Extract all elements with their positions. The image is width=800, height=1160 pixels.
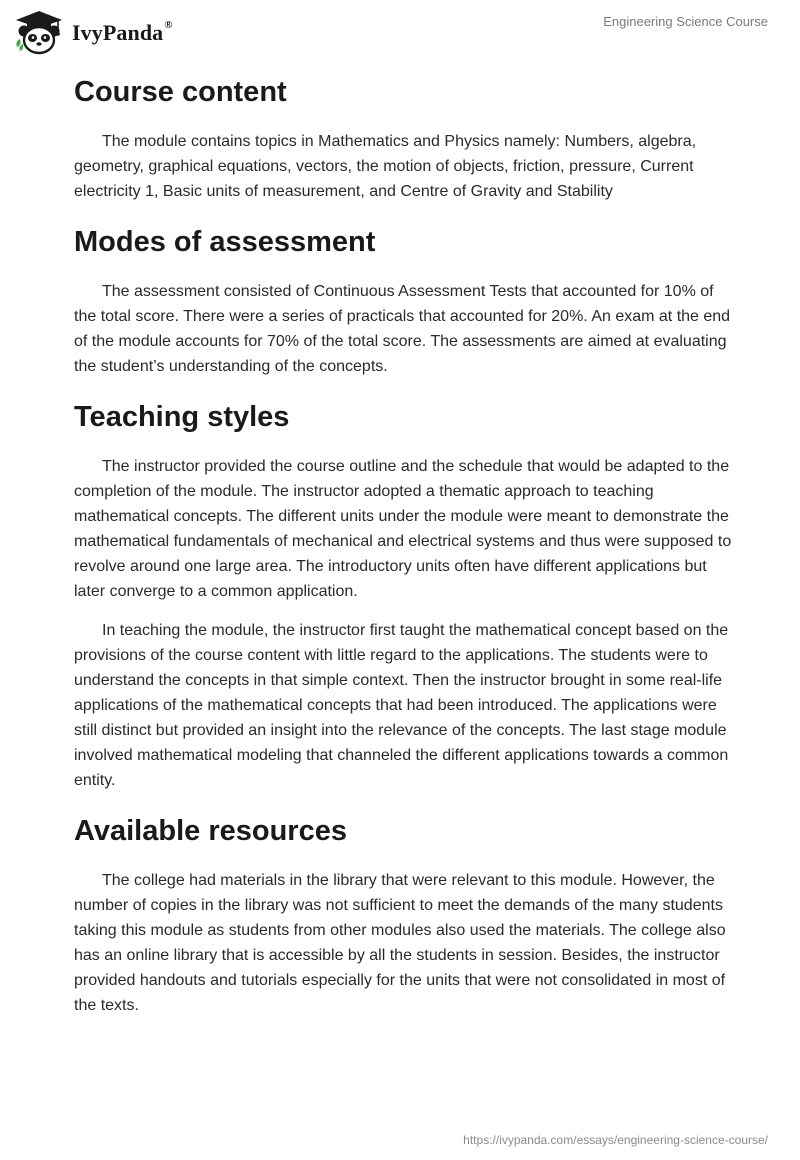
section-available-resources bbox=[74, 809, 734, 1018]
section-teaching-styles bbox=[74, 395, 734, 793]
panda-graduation-icon bbox=[14, 9, 64, 55]
section-heading: Available resources bbox=[74, 815, 347, 847]
paragraph: The module contains topics in Mathematics and Physics namely: Numbers, algebra, geometry, graphical equations, vectors, the motion of objects, friction, pressure, Current electricity 1, Basic units of measurement, and Centre of Gravity and Stability bbox=[74, 133, 697, 200]
paragraph: The assessment consisted of Continuous Assessment Tests that accounted for 10% of the total score. There were a series of practicals that accounted for 20%. An exam at the end of the module accounts for 70% of the total score. The assessments are aimed at evaluating the student’s understanding of the concepts. bbox=[74, 283, 731, 375]
section-heading: Course content bbox=[74, 76, 287, 108]
paragraph: In teaching the module, the instructor first taught the mathematical concept based on the provisions of the course content with little regard to the applications. The students were to understand the concepts in that simple context. Then the instructor brought in some real-life applications of the mathematical concepts that had been introduced. The applications were still distinct but provided an insight into the relevance of the concepts. The last stage module involved mathematical modeling that channeled the different applications towards a common entity. bbox=[74, 622, 729, 789]
logo-wordmark: IvyPanda® bbox=[72, 18, 173, 45]
source-url-link[interactable]: https://ivypanda.com/essays/engineering-science-course/ bbox=[463, 1133, 768, 1147]
article-body bbox=[74, 70, 734, 1034]
page-header bbox=[0, 0, 800, 60]
document-title: Engineering Science Course bbox=[603, 14, 768, 29]
section-heading: Modes of assessment bbox=[74, 226, 376, 258]
section-heading: Teaching styles bbox=[74, 401, 290, 433]
section-course-content bbox=[74, 70, 734, 204]
ivypanda-logo[interactable] bbox=[14, 8, 173, 56]
paragraph: The college had materials in the library that were relevant to this module. However, the number of copies in the library was not sufficient to meet the demands of the many students taking this module as students from other modules also used the materials. The college also has an online library that is accessible by all the students in session. Besides, the instructor provided handouts and tutorials especially for the units that were not consolidated in most of the texts. bbox=[74, 872, 726, 1014]
paragraph: The instructor provided the course outline and the schedule that would be adapted to the completion of the module. The instructor adopted a thematic approach to teaching mathematical concepts. The different units under the module were meant to demonstrate the mathematical fundamentals of mechanical and electrical systems and thus were supposed to revolve around one large area. The introductory units often have different applications but later converge to a common application. bbox=[74, 458, 732, 600]
section-modes-of-assessment bbox=[74, 220, 734, 379]
